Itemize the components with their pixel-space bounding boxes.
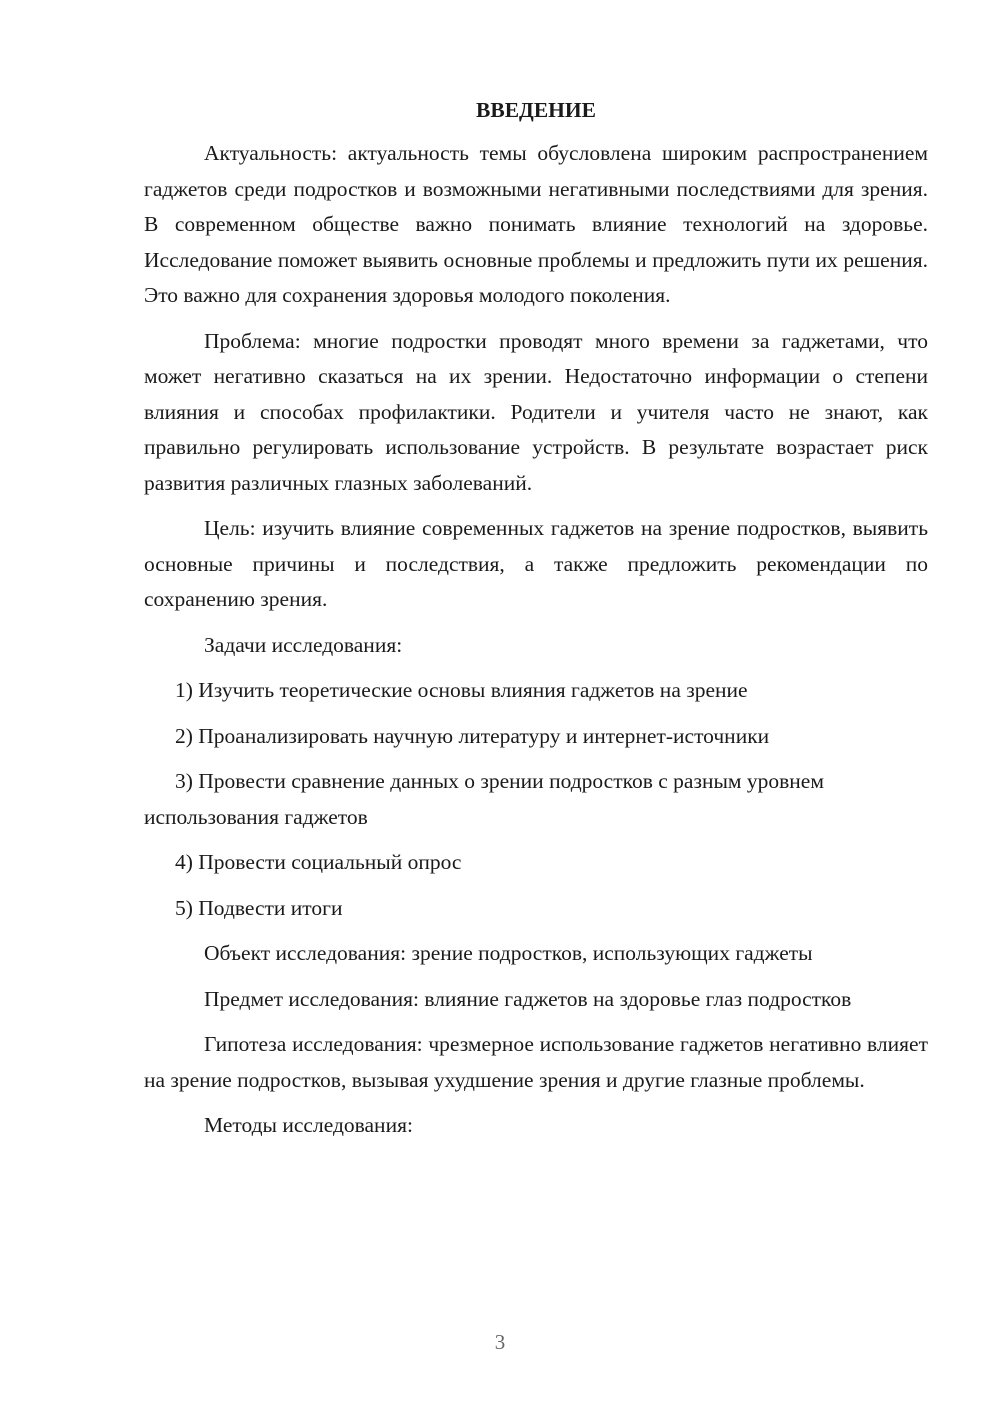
task-item: 5) Подвести итоги — [175, 895, 343, 920]
subject-paragraph: Предмет исследования: влияние гаджетов на здоровье глаз подростков — [204, 986, 852, 1011]
task-item: 2) Проанализировать научную литературу и интернет-источники — [175, 723, 770, 748]
tasks-list — [144, 673, 928, 926]
task-item: 4) Провести социальный опрос — [175, 850, 462, 874]
hypothesis-paragraph: Гипотеза исследования: чрезмерное использование гаджетов негативно влияет на зрение подростков, вызывая ухудшение зрения и другие глазные проблемы. — [144, 1032, 928, 1092]
document-page — [144, 92, 928, 1154]
object-paragraph: Объект исследования: зрение подростков, использующих гаджеты — [204, 941, 813, 965]
tasks-heading: Задачи исследования: — [204, 632, 403, 657]
task-item: 3) Провести сравнение данных о зрении подростков с разным уровнем использования гаджетов — [144, 769, 824, 829]
task-item: 1) Изучить теоретические основы влияния гаджетов на зрение — [175, 678, 748, 702]
goal-paragraph: Цель: изучить влияние современных гаджетов на зрение подростков, выявить основные причины и последствия, а также предложить рекомендации по сохранению зрения. — [144, 516, 928, 611]
relevance-paragraph: Актуальность: актуальность темы обусловлена широким распространением гаджетов среди подростков и возможными негативными последствиями для зрения. В современном обществе важно понимать влияние технологий на здоровье. Исследование поможет выявить основные проблемы и предложить пути их решения. Это важно для сохранения здоровья молодого поколения. — [144, 141, 928, 307]
document-title: ВВЕДЕНИЕ — [476, 98, 596, 122]
methods-heading: Методы исследования: — [204, 1113, 413, 1137]
page-number: 3 — [494, 1330, 506, 1354]
problem-paragraph: Проблема: многие подростки проводят много времени за гаджетами, что может негативно сказаться на их зрении. Недостаточно информации о степени влияния и способах профилактики. Родители и учителя часто не знают, как правильно регулировать использование устройств. В результате возрастает риск развития различных глазных заболеваний. — [144, 328, 928, 495]
